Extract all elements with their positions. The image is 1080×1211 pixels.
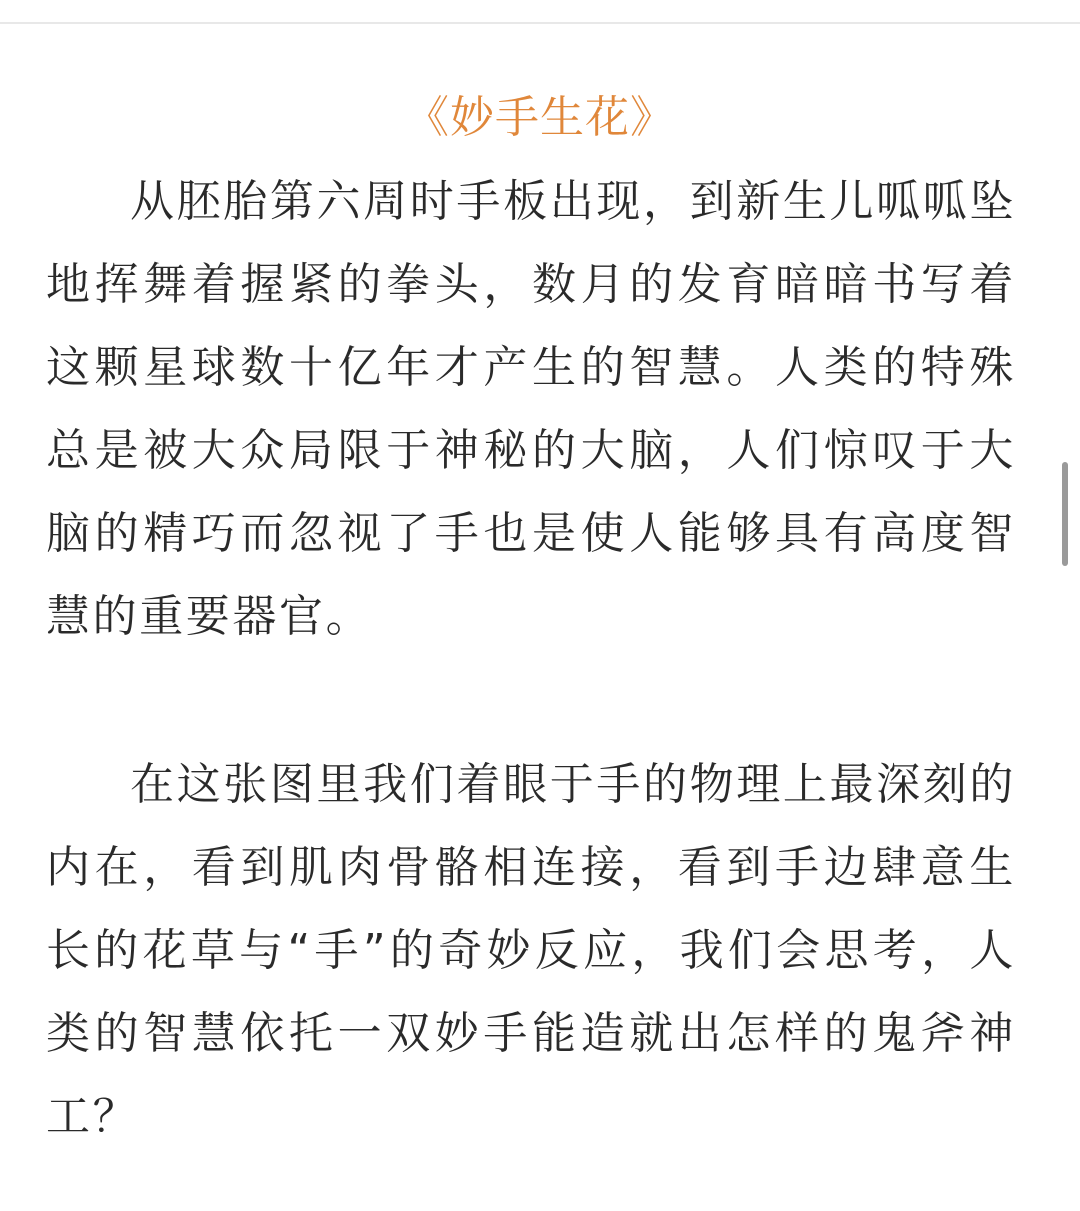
article-paragraph-1: 从胚胎第六周时手板出现，到新生儿呱呱坠地挥舞着握紧的拳头，数月的发育暗暗书写着这颗星球数十亿年才产生的智慧。人类的特殊总是被大众局限于神秘的大脑，人们惊叹于大脑的精巧而忽视了手也是使人能够具有高度智慧的重要器官。 [46,176,1016,642]
article-title: 《妙手生花》 [405,92,675,143]
vertical-scrollbar[interactable] [1062,462,1068,566]
article-paragraph-2: 在这张图里我们着眼于手的物理上最深刻的内在，看到肌肉骨骼相连接，看到手边肆意生长的花草与“手”的奇妙反应，我们会思考，人类的智慧依托一双妙手能造就出怎样的鬼斧神工？ [46,759,1016,1142]
